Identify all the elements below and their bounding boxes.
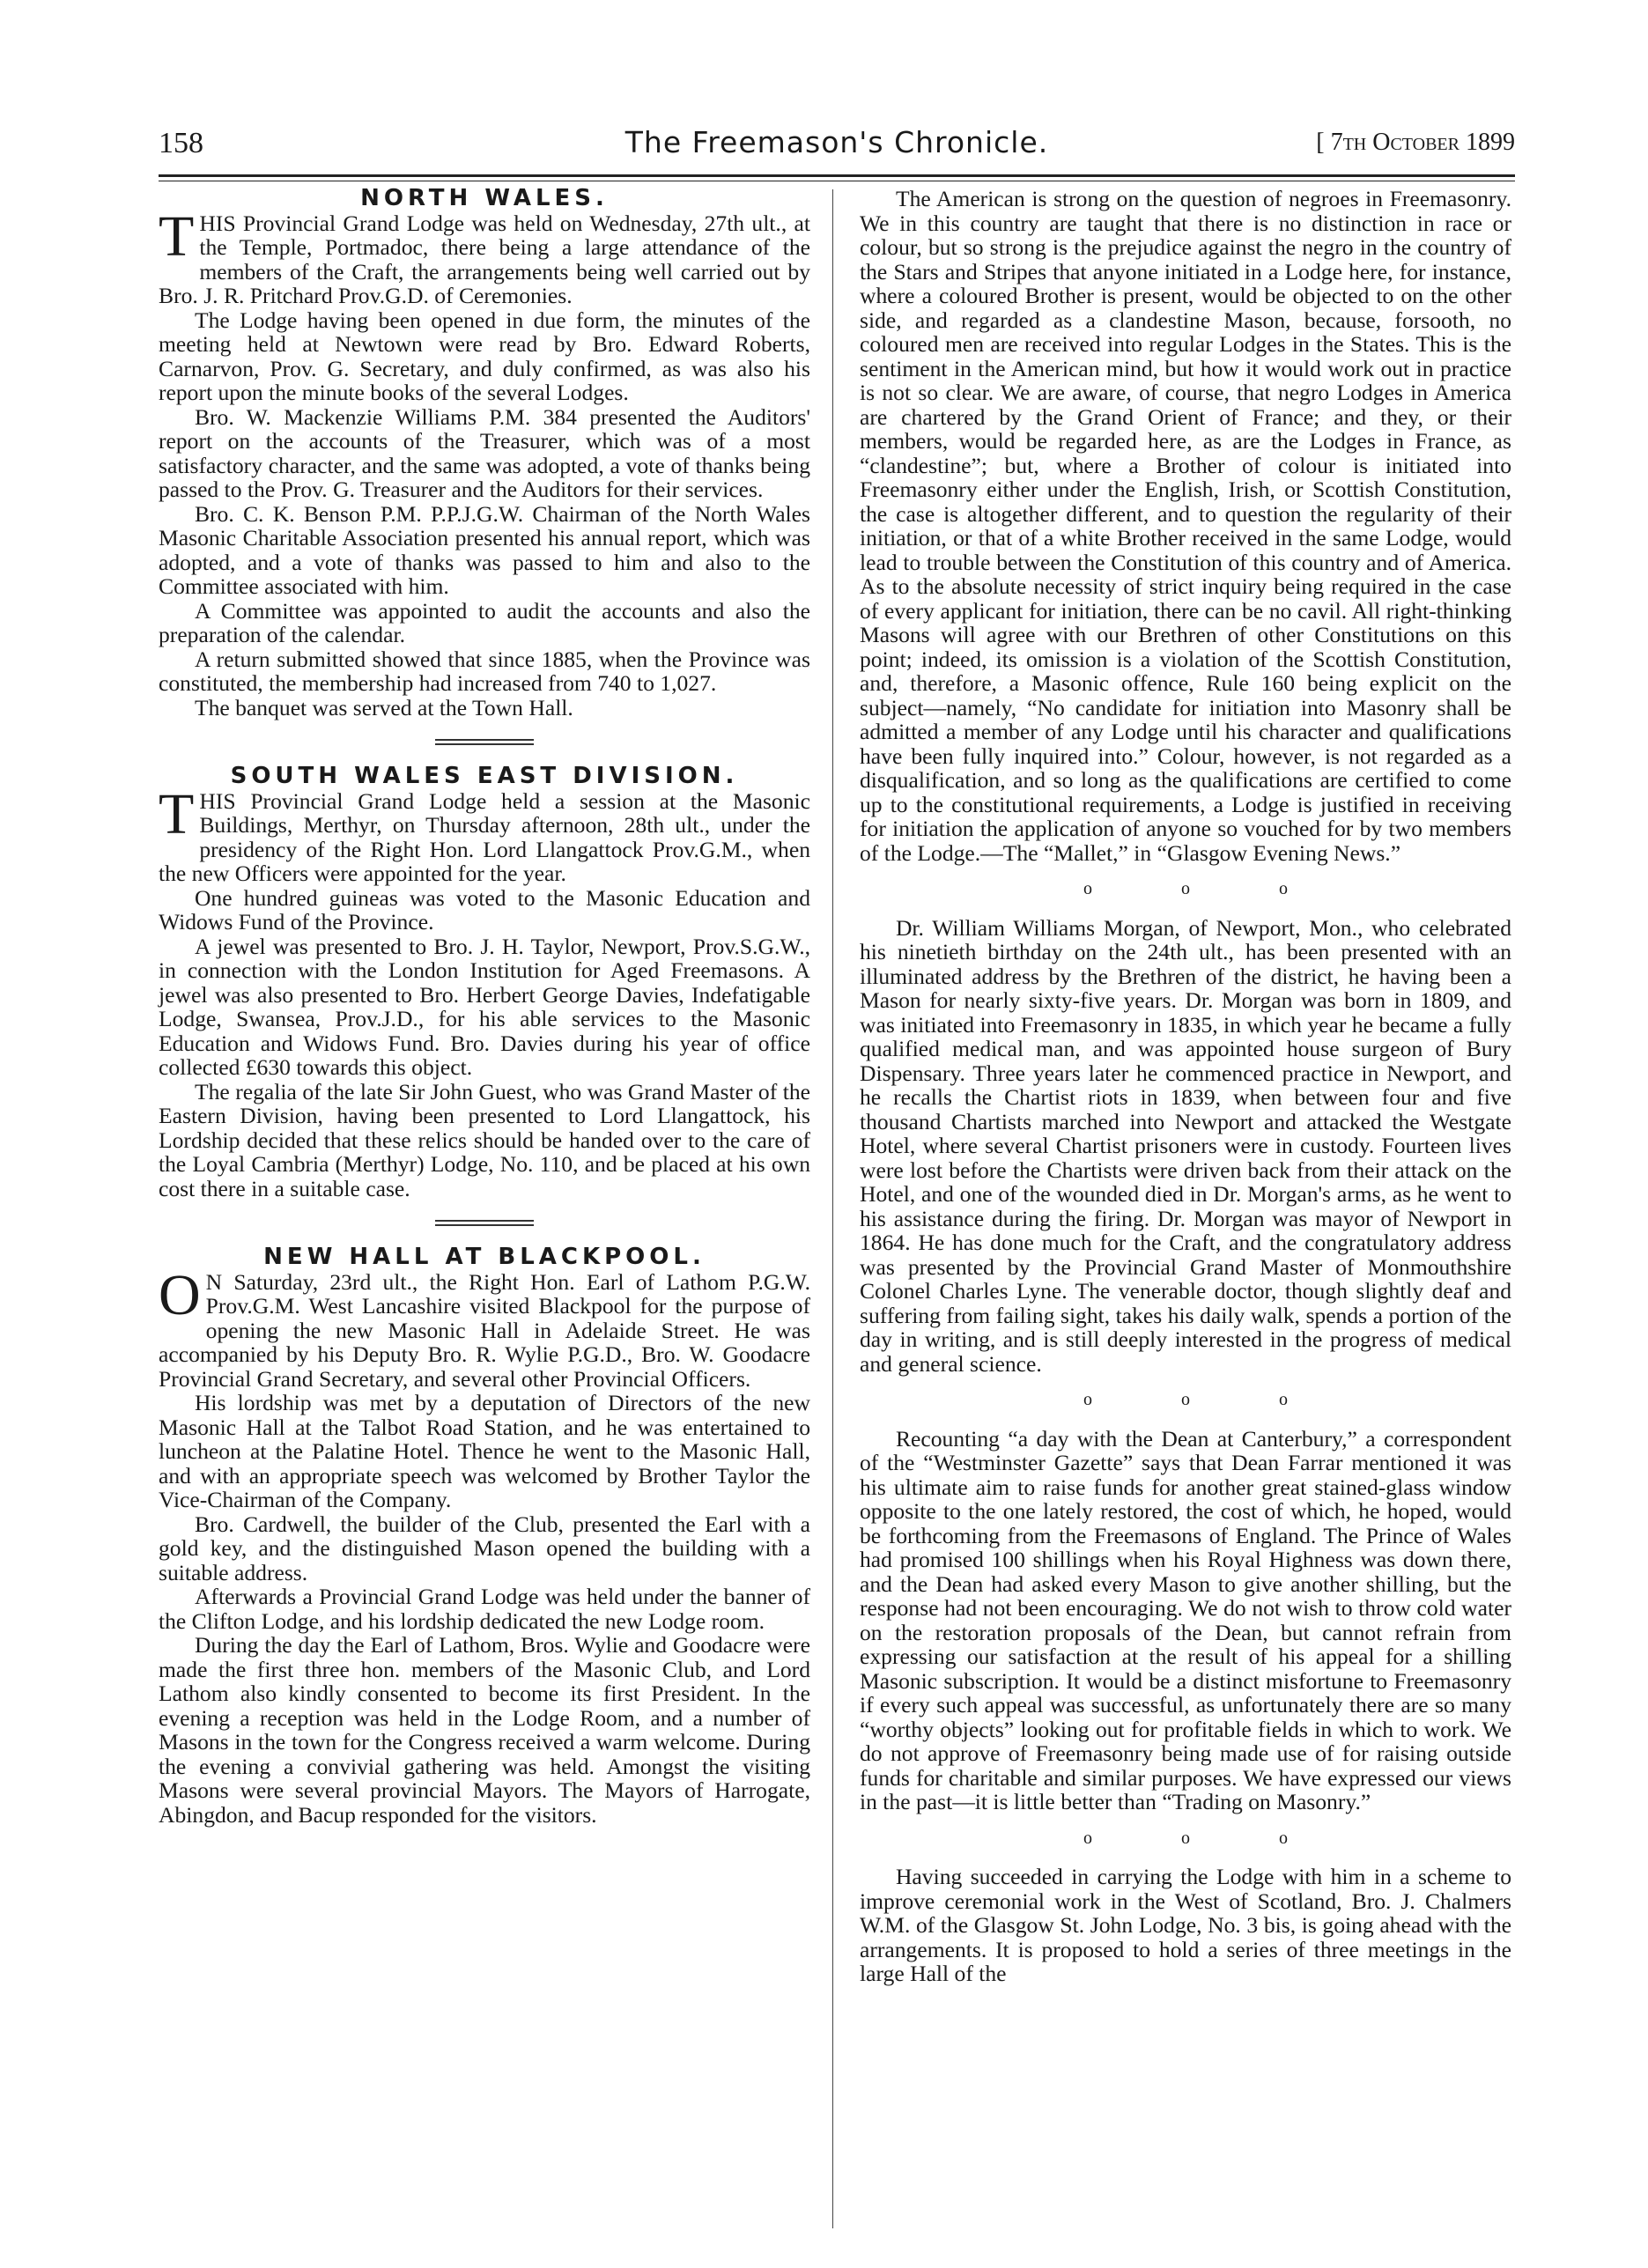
article-paragraph: A jewel was presented to Bro. J. H. Taylor, Newport, Prov.S.G.W., in connection with the London Institution for Aged Freemasons. A jewel was also presented to Bro. Herbert George Davies, Indefatigable Lodge, Swansea, Prov.J.D., for his able services to the Masonic Education and Widows Fund. Bro. Davies during his year of office collected £630 towards this object.	[159, 933, 810, 1080]
drop-cap: T	[159, 203, 195, 269]
newspaper-title: The Freemason's Chronicle.	[624, 125, 1049, 159]
article-paragraph: Afterwards a Provincial Grand Lodge was held under the banner of the Clifton Lodge, and his lordship dedicated the new Lodge room.	[159, 1584, 810, 1634]
column-divider	[832, 189, 833, 2228]
article-paragraph: THIS Provincial Grand Lodge was held on Wednesday, 27th ult., at the Temple, Portmadoc, there being a large attendance of the members of the Craft, the arrangements being well carried out by Bro. J. R. Pritchard Prov.G.D. of Ceremonies.	[159, 203, 810, 308]
page-header	[159, 123, 1515, 173]
left-column	[159, 187, 810, 1827]
drop-cap: T	[159, 781, 195, 846]
article-paragraph: A Committee was appointed to audit the accounts and also the preparation of the calendar.	[159, 597, 810, 647]
drop-cap: O	[159, 1262, 201, 1327]
lead-word: HIS	[199, 787, 236, 814]
article-paragraph: Bro. Cardwell, the builder of the Club, presented the Earl with a gold key, and the distinguished Mason opened the building with a suitable address.	[159, 1511, 810, 1585]
article-heading: NORTH WALES.	[360, 185, 609, 211]
paragraph-morgan: Dr. William Williams Morgan, of Newport, Mon., who celebrated his ninetieth birthday on the 24th ult., has been presented with an illuminated address by the Brethren of the district, he having been a Mason for nearly sixty-five years. Dr. Morgan was born in 1809, and was initiated into Freemasonry in 1835, in which year he became a fully qualified medical man, and was appointed house surgeon of Bury Dispensary. Three years later he commenced practice in Newport, and he recalls the Chartist riots in 1839, when between four and five thousand Chartists marched into Newport and attacked the Westgate Hotel, where several Chartist prisoners were in custody. Fourteen lives were lost before the Chartists were driven back from their attack on the Hotel, and one of the wounded died in Dr. Morgan's arms, as he went to his assistance during the firing. Dr. Morgan was mayor of Newport in 1864. He has done much for the Craft, and the congratulatory address was presented by the Provincial Grand Master of Monmouthshire Colonel Charles Lyne. The venerable doctor, though slightly deaf and suffering from failing sight, takes his daily walk, spends a portion of the day in writing, and is still deeply interested in the progress of medical and general science.	[860, 914, 1511, 1377]
article-paragraph: The regalia of the late Sir John Guest, who was Grand Master of the Eastern Division, having been presented to Lord Llangattock, his Lordship decided that these relics should be handed over to the care of the Loyal Cambria (Merthyr) Lodge, No. 110, and be placed at his own cost there in a suitable case.	[159, 1078, 810, 1201]
ornament-separator: o o o	[1083, 1828, 1330, 1848]
article-north-wales	[159, 187, 810, 720]
article-paragraph: Bro. C. K. Benson P.M. P.P.J.G.W. Chairman of the North Wales Masonic Charitable Association presented his annual report, which was adopted, and a vote of thanks was passed to him and also to the Committee associated with him.	[159, 500, 810, 599]
right-column	[860, 187, 1511, 1986]
article-paragraph: THIS Provincial Grand Lodge held a session at the Masonic Buildings, Merthyr, on Thursday afternoon, 28th ult., under the presidency of the Right Hon. Lord Llangattock Prov.G.M., when the new Officers were appointed for the year.	[159, 781, 810, 886]
article-south-wales	[159, 765, 810, 1200]
article-heading: NEW HALL AT BLACKPOOL.	[263, 1244, 706, 1270]
article-paragraph: During the day the Earl of Lathom, Bros. Wylie and Goodacre were made the first three hon. members of the Masonic Club, and Lord Lathom also kindly consented to become its first President. In the evening a reception was held in the Lodge Room, and a number of Masons in the town for the Congress received a warm welcome. During the evening a convivial gathering was held. Amongst the visiting Masons were several provincial Mayors. The Mayors of Harrogate, Abingdon, and Bacup responded for the visitors.	[159, 1632, 810, 1828]
paragraph-negroes: The American is strong on the question of negroes in Freemasonry. We in this country are taught that there is no distinction in race or colour, but so strong is the prejudice against the negro in the country of the Stars and Stripes that anyone initiated in a Lodge here, for instance, where a coloured Brother is present, would be objected to on the other side, and regarded as a clandestine Mason, because, forsooth, no coloured men are received into regular Lodges in the States. This is the sentiment in the American mind, but how it would work out in practice is not so clear. We are aware, of course, that negro Lodges in America are chartered by the Grand Orient of France; and they, or their members, would be regarded here, as are the Lodges in France, as “clandestine”; but, where a Brother of colour is initiated into Freemasonry either under the English, Irish, or Scottish Constitution, the case is altogether different, and to question the regularity of their initiation, or that of a white Brother received in the same Lodge, would lead to trouble between the Constitution of this country and of America. As to the absolute necessity of strict inquiry being required in the case of every applicant for initiation, there can be no cavil. All right-thinking Masons will agree with our Brethren of other Constitutions on this point; indeed, its omission is a violation of the Scottish Constitution, and, therefore, a Masonic offence, Rule 160 being explicit on the subject—namely, “No candidate for initiation into Masonry shall be admitted a member of any Lodge until his character and qualifications have been fully inquired into.” Colour, however, is not regarded as a disqualification, and so long as the qualifications are certified to come up to the constitutional requirements, a Lodge is justified in receiving for initiation the application of anyone so vouched for by two members of the Lodge.—The “Mallet,” in “Glasgow Evening News.”	[860, 186, 1511, 866]
article-paragraph: His lordship was met by a deputation of Directors of the new Masonic Hall at the Talbot Road Station, and he was entertained to luncheon at the Palatine Hotel. Thence he went to the Masonic Hall, and with an appropriate speech was welcomed by Brother Taylor the Vice-Chairman of the Company.	[159, 1390, 810, 1512]
header-rule-thick	[159, 174, 1515, 177]
article-paragraph: The banquet was served at the Town Hall.	[194, 694, 573, 720]
lead-word: N	[205, 1268, 223, 1295]
article-paragraph: One hundred guineas was voted to the Masonic Education and Widows Fund of the Province.	[159, 884, 810, 935]
article-paragraph: O N Saturday, 23rd ult., the Right Hon. Earl of Lathom P.G.W. Prov.G.M. West Lancashire visited Blackpool for the purpose of opening the new Masonic Hall in Adelaide Street. He was accompanied by his Deputy Bro. R. Wylie P.G.D., Bro. W. Goodacre Provincial Grand Secretary, and several other Provincial Officers.	[159, 1262, 810, 1392]
article-paragraph: The Lodge having been opened in due form, the minutes of the meeting held at Newtown were read by Bro. Edward Roberts, Carnarvon, Prov. G. Secretary, and duly confirmed, as was also his report upon the minute books of the several Lodges.	[159, 307, 810, 405]
ornament-separator: o o o	[1083, 879, 1330, 898]
ornament-separator: o o o	[1083, 1390, 1330, 1409]
article-paragraph: Bro. W. Mackenzie Williams P.M. 384 presented the Auditors' report on the accounts of the Treasurer, which was of a most satisfactory character, and the same was adopted, a vote of thanks being passed to the Prov. G. Treasurer and the Auditors for their services.	[159, 403, 810, 502]
page-number: 158	[159, 127, 203, 159]
lead-word: HIS	[199, 210, 236, 236]
article-paragraph: A return submitted showed that since 1885, when the Province was constituted, the membership had increased from 740 to 1,027.	[159, 646, 810, 696]
paragraph-canterbury: Recounting “a day with the Dean at Canterbury,” a correspondent of the “Westminster Gazette” says that Dean Farrar mentioned it was his ultimate aim to raise funds for another great stained-glass window opposite to the one lately restored, the cost of which, he hoped, would be forthcoming from the Freemasons of England. The Prince of Wales had promised 100 shillings when his Royal Highness was down there, and the Dean had asked every Mason to give another shilling, but the response had not been encouraging. We do not wish to throw cold water on the restoration proposals of the Dean, but cannot refrain from expressing our satisfaction at the result of his appeal for a shilling Masonic subscription. It would be a distinct misfortune to Freemasonry if every such appeal was successful, as unfortunately there are so many “worthy objects” looking out for profitable fields in which to work. We do not approve of Freemasonry being made use of for raising outside funds for charitable and similar purposes. We have expressed our views in the past—it is little better than “Trading on Masonry.”	[860, 1425, 1511, 1814]
paragraph-scotland: Having succeeded in carrying the Lodge with him in a scheme to improve ceremonial work in the West of Scotland, Bro. J. Chalmers W.M. of the Glasgow St. John Lodge, No. 3 bis, is going ahead with the arrangements. It is proposed to hold a series of three meetings in the large Hall of the	[860, 1864, 1511, 1986]
section-divider	[435, 1220, 534, 1226]
issue-date: [ 7th October 1899	[1316, 129, 1515, 156]
section-divider	[435, 739, 534, 745]
article-heading: SOUTH WALES EAST DIVISION.	[230, 763, 739, 789]
article-blackpool	[159, 1245, 810, 1827]
